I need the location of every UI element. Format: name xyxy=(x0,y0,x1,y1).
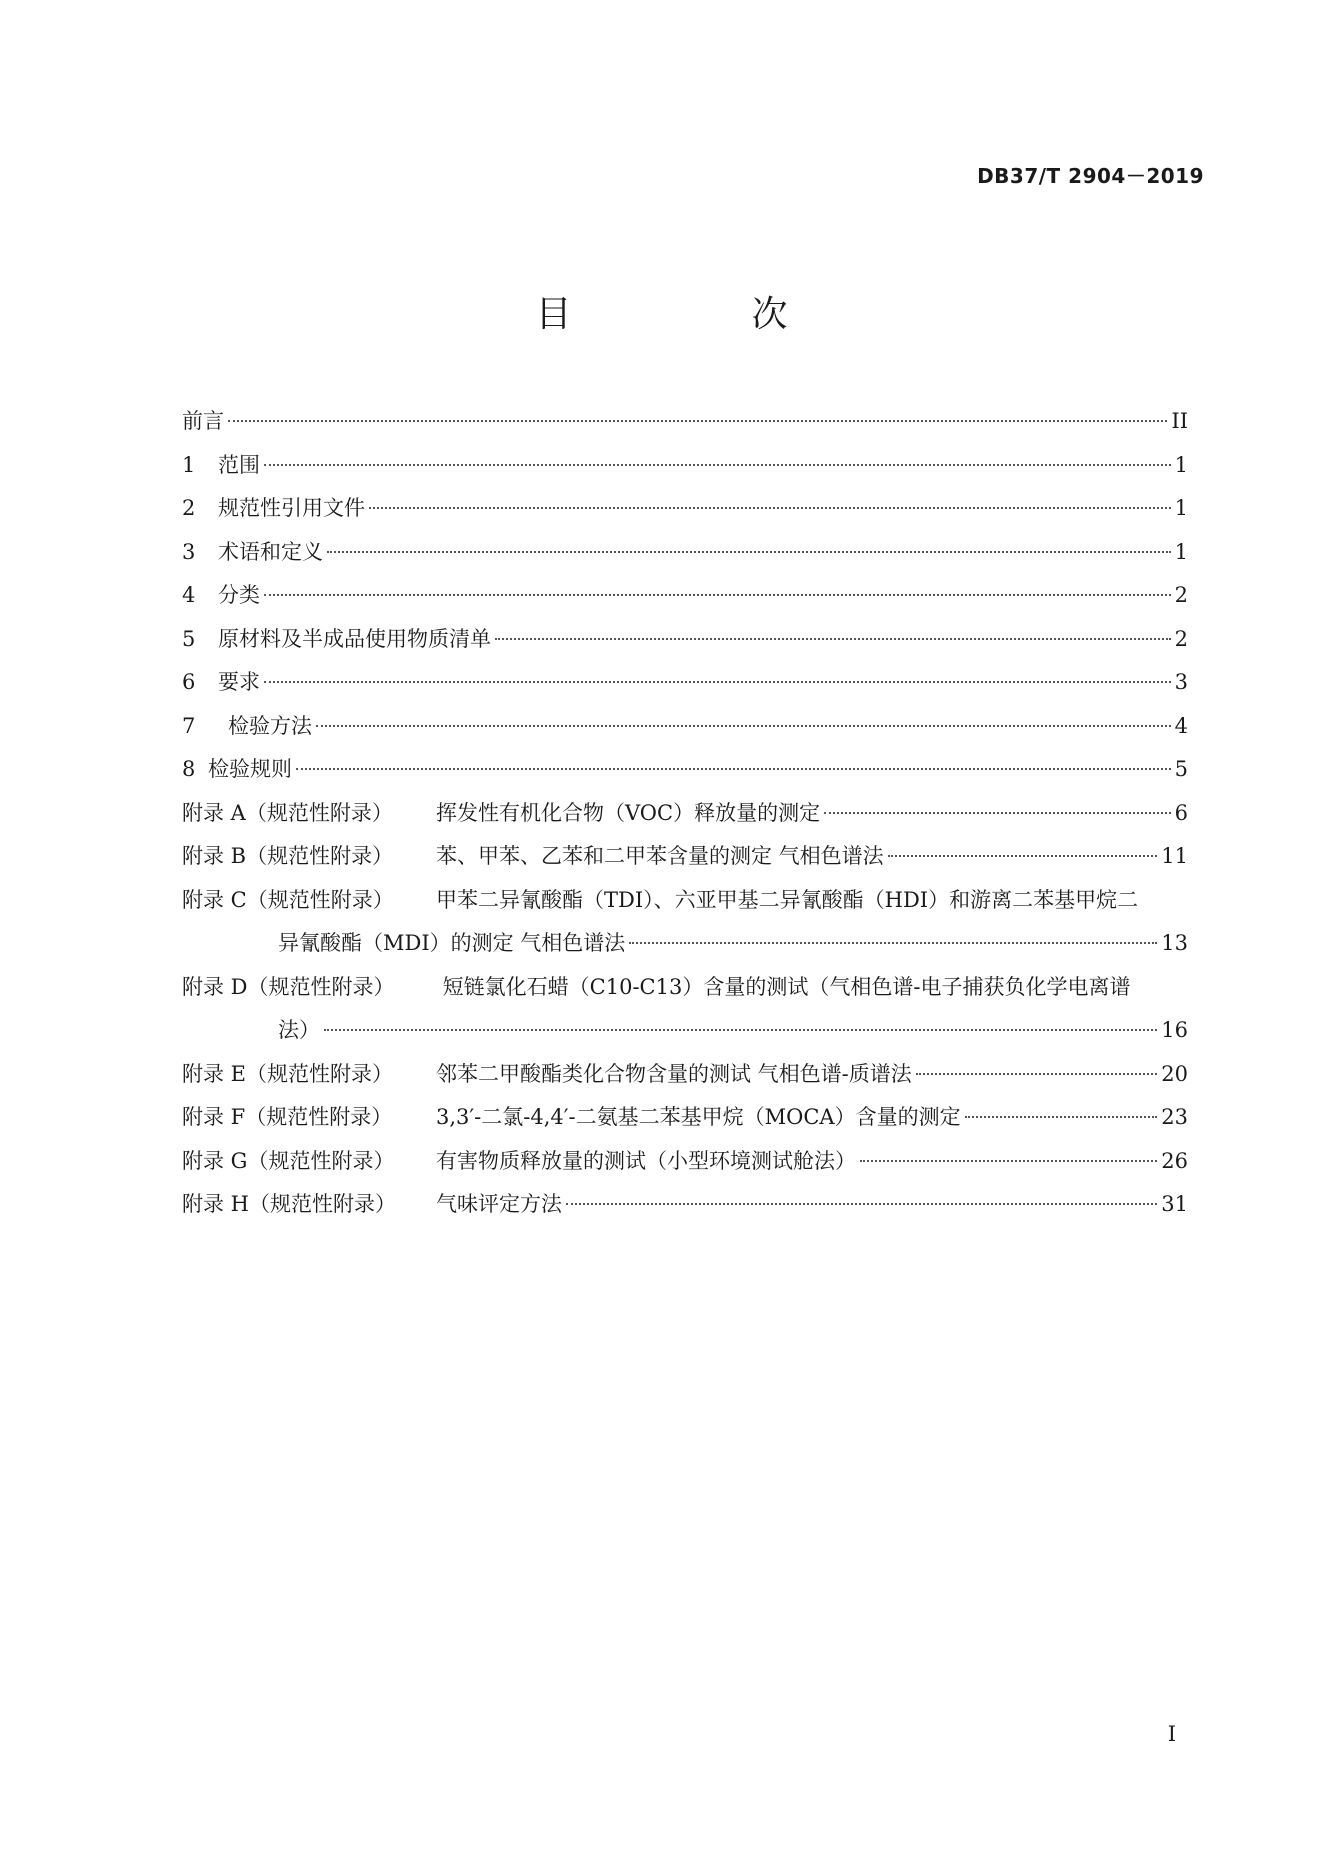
toc-entry-appendix-d[interactable] xyxy=(182,966,1188,1053)
appendix-designation: 附录 H（规范性附录） xyxy=(182,1192,396,1216)
leader-dots xyxy=(228,420,1167,422)
toc-entry-1[interactable] xyxy=(182,444,1188,488)
leader-dots xyxy=(860,1160,1157,1162)
table-of-contents xyxy=(182,400,1188,1227)
toc-entry-page: 2 xyxy=(1174,583,1188,607)
leader-dots xyxy=(316,725,1171,727)
leader-dots xyxy=(566,1203,1157,1205)
leader-dots xyxy=(324,1029,1157,1031)
appendix-designation: 附录 B（规范性附录） xyxy=(182,844,394,868)
toc-entry-number: 1 xyxy=(182,452,196,477)
toc-entry-page: 23 xyxy=(1161,1105,1188,1129)
toc-entry-label: 苯、甲苯、乙苯和二甲苯含量的测定 气相色谱法 xyxy=(436,844,884,868)
toc-entry-label: 挥发性有机化合物（VOC）释放量的测定 xyxy=(436,800,821,825)
toc-entry-number: 7 xyxy=(182,713,196,738)
leader-dots xyxy=(264,594,1171,596)
toc-entry-appendix-h[interactable] xyxy=(182,1183,1188,1227)
toc-entry-7[interactable] xyxy=(182,705,1188,749)
leader-dots xyxy=(264,464,1171,466)
toc-entry-page: 3 xyxy=(1174,670,1188,694)
toc-entry-page: 6 xyxy=(1174,800,1188,825)
toc-entry-label: 甲苯二异氰酸酯（TDI）、六亚甲基二异氰酸酯（HDI）和游离二苯基甲烷二 xyxy=(436,887,1139,912)
toc-entry-3[interactable] xyxy=(182,531,1188,575)
appendix-designation: 附录 E（规范性附录） xyxy=(182,1061,394,1086)
toc-entry-page: 31 xyxy=(1161,1192,1188,1216)
toc-entry-4[interactable] xyxy=(182,574,1188,618)
leader-dots xyxy=(824,812,1171,814)
toc-entry-label: 3,3′-二氯-4,4′-二氨基二苯基甲烷（MOCA）含量的测定 xyxy=(436,1105,961,1129)
toc-entry-label: 邻苯二甲酸酯类化合物含量的测试 气相色谱-质谱法 xyxy=(436,1061,912,1086)
toc-entry-label: 术语和定义 xyxy=(218,539,323,564)
toc-entry-label: 范围 xyxy=(218,452,260,477)
leader-dots xyxy=(369,507,1171,509)
toc-entry-label: 短链氯化石蜡（C10-C13）含量的测试（气相色谱-电子捕获负化学电离谱 xyxy=(436,974,1131,999)
toc-entry-label-continued: 法） xyxy=(278,1018,320,1042)
toc-entry-appendix-g[interactable] xyxy=(182,1140,1188,1184)
toc-entry-2[interactable] xyxy=(182,487,1188,531)
toc-entry-page: 1 xyxy=(1174,539,1188,564)
toc-entry-page: 1 xyxy=(1174,496,1188,520)
leader-dots xyxy=(629,942,1157,944)
toc-entry-6[interactable] xyxy=(182,661,1188,705)
toc-entry-page: 26 xyxy=(1161,1148,1188,1173)
toc-entry-label: 要求 xyxy=(218,670,260,694)
toc-entry-label: 检验规则 xyxy=(208,757,292,781)
leader-dots xyxy=(296,768,1171,770)
leader-dots xyxy=(495,638,1171,640)
leader-dots xyxy=(965,1116,1158,1118)
toc-entry-label: 检验方法 xyxy=(228,713,312,738)
appendix-designation: 附录 G（规范性附录） xyxy=(182,1148,395,1173)
appendix-designation: 附录 C（规范性附录） xyxy=(182,887,394,912)
toc-entry-number: 4 xyxy=(182,583,196,607)
page-number: I xyxy=(1167,1722,1176,1746)
toc-entry-page: 16 xyxy=(1161,1018,1188,1042)
toc-entry-page: 4 xyxy=(1174,713,1188,738)
toc-entry-appendix-c[interactable] xyxy=(182,879,1188,966)
toc-entry-number: 2 xyxy=(182,496,196,520)
toc-title: 目 次 xyxy=(535,294,860,335)
toc-entry-page: 2 xyxy=(1174,626,1188,651)
toc-entry-page: 13 xyxy=(1161,931,1188,955)
toc-entry-page: 11 xyxy=(1161,844,1188,868)
leader-dots xyxy=(916,1073,1157,1075)
leader-dots xyxy=(327,551,1171,553)
toc-entry-number: 8 xyxy=(182,757,196,781)
toc-entry-appendix-a[interactable] xyxy=(182,792,1188,836)
toc-entry-number: 5 xyxy=(182,626,196,651)
toc-entry-8[interactable] xyxy=(182,748,1188,792)
appendix-designation: 附录 A（规范性附录） xyxy=(182,800,393,825)
leader-dots xyxy=(888,855,1158,857)
leader-dots xyxy=(264,681,1171,683)
toc-entry-page: 20 xyxy=(1161,1061,1188,1086)
toc-entry-label: 有害物质释放量的测试（小型环境测试舱法） xyxy=(436,1148,856,1173)
toc-entry-5[interactable] xyxy=(182,618,1188,662)
toc-entry-foreword[interactable] xyxy=(182,400,1188,444)
toc-entry-appendix-e[interactable] xyxy=(182,1053,1188,1097)
toc-entry-label: 前言 xyxy=(182,409,224,433)
toc-entry-label: 分类 xyxy=(218,583,260,607)
toc-entry-appendix-f[interactable] xyxy=(182,1096,1188,1140)
toc-entry-page: 5 xyxy=(1174,757,1188,781)
toc-entry-label-continued: 异氰酸酯（MDI）的测定 气相色谱法 xyxy=(278,931,626,955)
toc-entry-page: 1 xyxy=(1174,452,1188,477)
document-code: DB37/T 2904－2019 xyxy=(977,164,1204,188)
toc-entry-label: 气味评定方法 xyxy=(436,1192,562,1216)
toc-entry-number: 3 xyxy=(182,539,196,564)
toc-entry-page: II xyxy=(1171,409,1188,433)
toc-entry-label: 原材料及半成品使用物质清单 xyxy=(218,626,491,651)
appendix-designation: 附录 F（规范性附录） xyxy=(182,1105,393,1129)
toc-entry-number: 6 xyxy=(182,670,196,694)
toc-entry-appendix-b[interactable] xyxy=(182,835,1188,879)
appendix-designation: 附录 D（规范性附录） xyxy=(182,974,395,999)
toc-entry-label: 规范性引用文件 xyxy=(218,496,365,520)
